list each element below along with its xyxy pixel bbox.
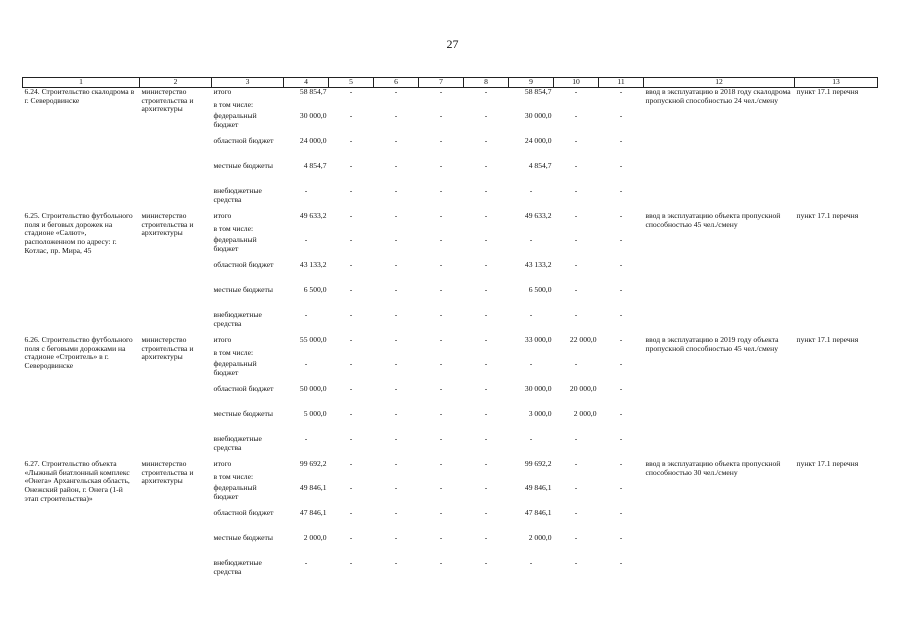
- amount-c10: -: [574, 162, 578, 170]
- amount-c4: 5 000,0: [303, 410, 327, 418]
- amount-c6: -: [394, 212, 398, 220]
- amount-c8: [464, 101, 509, 112]
- amount-c10: -: [574, 187, 578, 195]
- amount-c11: [599, 473, 644, 484]
- amount-c9: 24 000,0: [524, 137, 552, 145]
- amount-c4: 50 000,0: [299, 385, 327, 393]
- amount-c5: -: [349, 360, 353, 368]
- amount-c10: -: [574, 509, 578, 517]
- budget-table: [22, 77, 878, 584]
- amount-c10: -: [574, 236, 578, 244]
- amount-c4: -: [304, 236, 308, 244]
- amount-c8: -: [484, 261, 488, 269]
- amount-c11: -: [619, 534, 623, 542]
- amount-c8: -: [484, 385, 488, 393]
- column-header-7: 7: [419, 78, 464, 88]
- amount-c4: -: [304, 559, 308, 567]
- amount-c8: -: [484, 87, 488, 96]
- amount-c4: 49 633,2: [299, 212, 327, 220]
- amount-c4: -: [304, 187, 308, 195]
- project-result: ввод в эксплуатацию объекта пропускной способностью 45 чел./смену: [645, 212, 781, 229]
- amount-c11: -: [619, 385, 623, 393]
- amount-c6: -: [394, 112, 398, 120]
- amount-c4: [284, 101, 329, 112]
- amount-c8: [464, 225, 509, 236]
- amount-c6: [374, 101, 419, 112]
- funding-source: итого: [213, 212, 232, 220]
- amount-c10: -: [574, 311, 578, 319]
- amount-c9: 58 854,7: [524, 87, 552, 96]
- project-reference: пункт 17.1 перечня: [796, 460, 859, 468]
- amount-c9: 2 000,0: [528, 534, 552, 542]
- amount-c8: -: [484, 236, 488, 244]
- amount-c4: 4 854,7: [303, 162, 327, 170]
- amount-c9: -: [529, 435, 533, 443]
- amount-c11: -: [619, 410, 623, 418]
- amount-c5: [329, 101, 374, 112]
- amount-c11: [599, 349, 644, 360]
- amount-c10: [554, 349, 599, 360]
- amount-c6: -: [394, 360, 398, 368]
- funding-source: областной бюджет: [213, 385, 274, 393]
- funding-source: в том числе:: [213, 101, 254, 109]
- amount-c10: -: [574, 286, 578, 294]
- amount-c4: [284, 473, 329, 484]
- amount-c7: -: [439, 435, 443, 443]
- funding-source: в том числе:: [213, 349, 254, 357]
- amount-c9: 6 500,0: [528, 286, 552, 294]
- column-header-10: 10: [554, 78, 599, 88]
- project-responsible: министерство строительства и архитектуры: [141, 460, 194, 486]
- amount-c5: -: [349, 187, 353, 195]
- amount-c8: -: [484, 484, 488, 492]
- amount-c8: -: [484, 112, 488, 120]
- column-header-8: 8: [464, 78, 509, 88]
- table-row: [23, 88, 878, 102]
- amount-c11: -: [619, 509, 623, 517]
- amount-c10: 2 000,0: [573, 410, 597, 418]
- project-name: 6.25. Строительство футбольного поля и беговых дорожек на стадионе «Салют», расположенном по адресу: г. Котлас, пр. Мира, 45: [24, 212, 133, 255]
- funding-source: областной бюджет: [213, 261, 274, 269]
- amount-c9: 49 846,1: [524, 484, 552, 492]
- amount-c5: -: [349, 112, 353, 120]
- funding-source: итого: [213, 336, 232, 344]
- amount-c6: -: [394, 187, 398, 195]
- amount-c9: [509, 101, 554, 112]
- amount-c10: -: [574, 137, 578, 145]
- amount-c6: -: [394, 311, 398, 319]
- amount-c11: [599, 225, 644, 236]
- amount-c5: -: [349, 261, 353, 269]
- amount-c10: -: [574, 435, 578, 443]
- amount-c6: -: [394, 435, 398, 443]
- amount-c6: [374, 349, 419, 360]
- column-header-13: 13: [795, 78, 878, 88]
- amount-c7: [419, 225, 464, 236]
- amount-c8: -: [484, 360, 488, 368]
- amount-c6: -: [394, 261, 398, 269]
- amount-c8: -: [484, 435, 488, 443]
- column-number-row: [23, 78, 878, 88]
- amount-c4: -: [304, 311, 308, 319]
- amount-c11: -: [619, 484, 623, 492]
- column-header-12: 12: [644, 78, 795, 88]
- funding-source: местные бюджеты: [213, 162, 273, 170]
- column-header-11: 11: [599, 78, 644, 88]
- amount-c11: -: [619, 460, 623, 468]
- amount-c9: [509, 473, 554, 484]
- amount-c5: -: [349, 87, 353, 96]
- amount-c8: -: [484, 336, 488, 344]
- funding-source: федеральный бюджет: [213, 484, 257, 501]
- funding-source: федеральный бюджет: [213, 236, 257, 253]
- amount-c10: -: [574, 460, 578, 468]
- amount-c5: [329, 349, 374, 360]
- funding-source: областной бюджет: [213, 509, 274, 517]
- amount-c9: 47 846,1: [524, 509, 552, 517]
- funding-source: областной бюджет: [213, 137, 274, 145]
- amount-c4: 49 846,1: [299, 484, 327, 492]
- amount-c7: -: [439, 360, 443, 368]
- amount-c5: -: [349, 336, 353, 344]
- amount-c7: -: [439, 509, 443, 517]
- amount-c8: -: [484, 311, 488, 319]
- amount-c10: -: [574, 360, 578, 368]
- amount-c8: -: [484, 212, 488, 220]
- amount-c4: 30 000,0: [299, 112, 327, 120]
- amount-c11: -: [619, 137, 623, 145]
- amount-c5: -: [349, 410, 353, 418]
- amount-c7: -: [439, 112, 443, 120]
- table-row: [23, 460, 878, 473]
- table-row: [23, 212, 878, 225]
- amount-c6: -: [394, 509, 398, 517]
- amount-c5: -: [349, 534, 353, 542]
- funding-source: местные бюджеты: [213, 410, 273, 418]
- project-responsible: министерство строительства и архитектуры: [141, 87, 194, 114]
- column-header-6: 6: [374, 78, 419, 88]
- amount-c9: -: [529, 559, 533, 567]
- amount-c4: 6 500,0: [303, 286, 327, 294]
- amount-c10: 22 000,0: [569, 336, 597, 344]
- amount-c5: -: [349, 509, 353, 517]
- funding-source: федеральный бюджет: [213, 112, 257, 129]
- amount-c6: -: [394, 385, 398, 393]
- amount-c6: -: [394, 236, 398, 244]
- amount-c7: -: [439, 137, 443, 145]
- amount-c9: -: [529, 187, 533, 195]
- amount-c7: -: [439, 212, 443, 220]
- amount-c9: 4 854,7: [528, 162, 552, 170]
- project-responsible: министерство строительства и архитектуры: [141, 212, 194, 238]
- amount-c5: -: [349, 559, 353, 567]
- amount-c10: [554, 101, 599, 112]
- amount-c4: -: [304, 360, 308, 368]
- amount-c9: [509, 349, 554, 360]
- amount-c8: [464, 473, 509, 484]
- amount-c4: [284, 225, 329, 236]
- amount-c7: -: [439, 460, 443, 468]
- amount-c9: [509, 225, 554, 236]
- amount-c7: -: [439, 559, 443, 567]
- project-result: ввод в эксплуатацию в 2019 году объекта пропускной способностью 45 чел./смену: [645, 336, 779, 353]
- funding-source: федеральный бюджет: [213, 360, 257, 377]
- amount-c7: -: [439, 336, 443, 344]
- project-reference: пункт 17.1 перечня: [796, 212, 859, 220]
- amount-c6: -: [394, 534, 398, 542]
- amount-c11: -: [619, 336, 623, 344]
- funding-source: внебюджетные средства: [213, 311, 262, 328]
- amount-c9: -: [529, 236, 533, 244]
- amount-c7: -: [439, 311, 443, 319]
- amount-c10: [554, 473, 599, 484]
- amount-c10: -: [574, 87, 578, 96]
- funding-source: внебюджетные средства: [213, 187, 262, 204]
- funding-source: итого: [213, 87, 232, 96]
- amount-c10: -: [574, 212, 578, 220]
- amount-c10: -: [574, 534, 578, 542]
- column-header-9: 9: [509, 78, 554, 88]
- amount-c4: [284, 349, 329, 360]
- amount-c10: [554, 225, 599, 236]
- amount-c11: -: [619, 435, 623, 443]
- amount-c8: -: [484, 559, 488, 567]
- project-responsible: министерство строительства и архитектуры: [141, 336, 194, 362]
- amount-c5: -: [349, 435, 353, 443]
- amount-c8: -: [484, 410, 488, 418]
- amount-c11: -: [619, 559, 623, 567]
- amount-c11: -: [619, 286, 623, 294]
- amount-c8: -: [484, 460, 488, 468]
- funding-source: в том числе:: [213, 225, 254, 233]
- amount-c7: -: [439, 484, 443, 492]
- funding-source: местные бюджеты: [213, 534, 273, 542]
- amount-c8: -: [484, 162, 488, 170]
- amount-c7: -: [439, 162, 443, 170]
- amount-c6: -: [394, 137, 398, 145]
- amount-c6: -: [394, 559, 398, 567]
- column-header-3: 3: [212, 78, 284, 88]
- amount-c5: [329, 225, 374, 236]
- amount-c5: -: [349, 137, 353, 145]
- amount-c6: -: [394, 484, 398, 492]
- amount-c7: -: [439, 261, 443, 269]
- amount-c8: -: [484, 187, 488, 195]
- amount-c7: -: [439, 286, 443, 294]
- amount-c9: 30 000,0: [524, 385, 552, 393]
- amount-c5: -: [349, 311, 353, 319]
- amount-c9: 43 133,2: [524, 261, 552, 269]
- amount-c11: [599, 101, 644, 112]
- funding-source: внебюджетные средства: [213, 435, 262, 452]
- amount-c7: -: [439, 410, 443, 418]
- amount-c7: -: [439, 236, 443, 244]
- amount-c4: 58 854,7: [299, 87, 327, 96]
- amount-c7: [419, 473, 464, 484]
- amount-c4: 43 133,2: [299, 261, 327, 269]
- project-reference: пункт 17.1 перечня: [796, 87, 859, 96]
- amount-c6: -: [394, 410, 398, 418]
- column-header-5: 5: [329, 78, 374, 88]
- page-number: 27: [446, 37, 459, 51]
- amount-c10: -: [574, 484, 578, 492]
- amount-c5: -: [349, 385, 353, 393]
- column-header-4: 4: [284, 78, 329, 88]
- amount-c8: [464, 349, 509, 360]
- amount-c11: -: [619, 311, 623, 319]
- amount-c11: -: [619, 162, 623, 170]
- amount-c7: -: [439, 385, 443, 393]
- amount-c5: [329, 473, 374, 484]
- project-name: 6.24. Строительство скалодрома в г. Северодвинске: [24, 87, 135, 105]
- amount-c6: -: [394, 87, 398, 96]
- amount-c5: -: [349, 484, 353, 492]
- amount-c4: 24 000,0: [299, 137, 327, 145]
- amount-c5: -: [349, 162, 353, 170]
- amount-c6: -: [394, 460, 398, 468]
- amount-c7: [419, 101, 464, 112]
- amount-c11: -: [619, 212, 623, 220]
- amount-c8: -: [484, 286, 488, 294]
- amount-c8: -: [484, 137, 488, 145]
- funding-source: итого: [213, 460, 232, 468]
- amount-c4: 2 000,0: [303, 534, 327, 542]
- amount-c6: -: [394, 336, 398, 344]
- amount-c10: -: [574, 559, 578, 567]
- amount-c8: -: [484, 534, 488, 542]
- amount-c6: [374, 225, 419, 236]
- funding-source: местные бюджеты: [213, 286, 273, 294]
- amount-c6: [374, 473, 419, 484]
- project-name: 6.26. Строительство футбольного поля с беговыми дорожками на стадионе «Строитель» в г. Северодвинске: [24, 336, 133, 371]
- amount-c10: -: [574, 112, 578, 120]
- column-header-1: 1: [23, 78, 140, 88]
- amount-c7: -: [439, 87, 443, 96]
- amount-c7: -: [439, 534, 443, 542]
- amount-c5: -: [349, 212, 353, 220]
- amount-c11: -: [619, 360, 623, 368]
- amount-c6: -: [394, 286, 398, 294]
- column-header-2: 2: [140, 78, 212, 88]
- amount-c10: -: [574, 261, 578, 269]
- amount-c10: 20 000,0: [569, 385, 597, 393]
- project-reference: пункт 17.1 перечня: [796, 336, 859, 344]
- amount-c4: 55 000,0: [299, 336, 327, 344]
- project-result: ввод в эксплуатацию объекта пропускной способностью 30 чел./смену: [645, 460, 781, 477]
- amount-c9: 30 000,0: [524, 112, 552, 120]
- funding-source: внебюджетные средства: [213, 559, 262, 576]
- project-name: 6.27. Строительство объекта «Лыжный биатлонный комплекс «Онега» Архангельская область, Онежский район, г. Онега (1-й этап строительства)»: [24, 460, 130, 503]
- amount-c9: 3 000,0: [528, 410, 552, 418]
- amount-c4: -: [304, 435, 308, 443]
- amount-c8: -: [484, 509, 488, 517]
- amount-c9: 99 692,2: [524, 460, 552, 468]
- amount-c7: -: [439, 187, 443, 195]
- table-row: [23, 336, 878, 349]
- amount-c4: 99 692,2: [299, 460, 327, 468]
- amount-c11: -: [619, 87, 623, 96]
- amount-c9: -: [529, 360, 533, 368]
- amount-c4: 47 846,1: [299, 509, 327, 517]
- amount-c9: -: [529, 311, 533, 319]
- project-result: ввод в эксплуатацию в 2018 году скалодрома пропускной способностью 24 чел./смену: [645, 87, 791, 105]
- amount-c11: -: [619, 236, 623, 244]
- amount-c11: -: [619, 261, 623, 269]
- amount-c9: 49 633,2: [524, 212, 552, 220]
- amount-c5: -: [349, 460, 353, 468]
- amount-c6: -: [394, 162, 398, 170]
- amount-c5: -: [349, 286, 353, 294]
- amount-c5: -: [349, 236, 353, 244]
- funding-source: в том числе:: [213, 473, 254, 481]
- amount-c7: [419, 349, 464, 360]
- amount-c11: -: [619, 187, 623, 195]
- amount-c11: -: [619, 112, 623, 120]
- amount-c9: 33 000,0: [524, 336, 552, 344]
